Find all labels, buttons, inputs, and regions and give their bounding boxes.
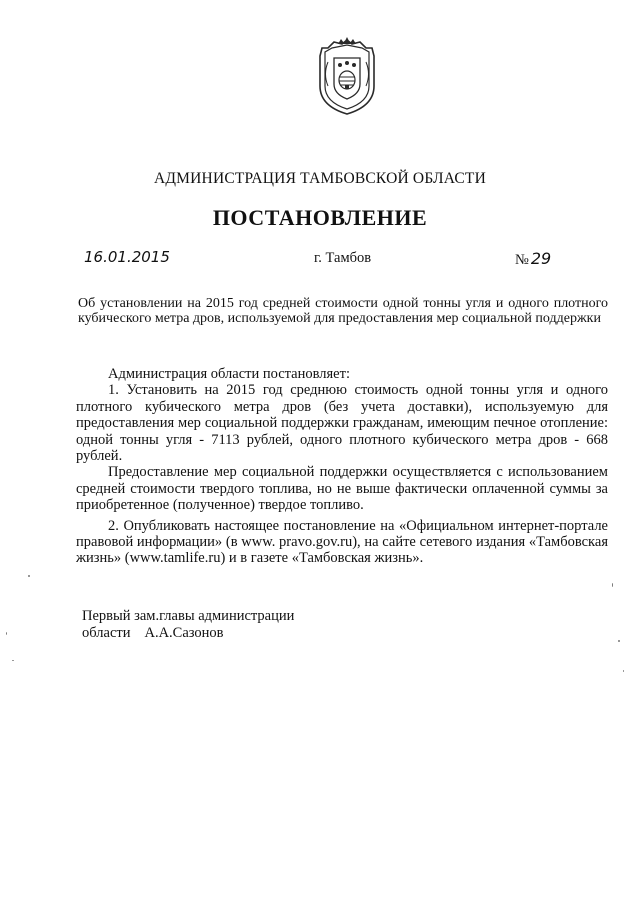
coat-of-arms-icon (316, 36, 378, 118)
intro-paragraph: Администрация области постановляет: (108, 366, 350, 382)
scan-speck (623, 670, 624, 672)
scan-speck (6, 632, 7, 635)
document-date: 16.01.2015 (84, 248, 170, 266)
document-body (76, 366, 608, 567)
item-1-note-paragraph: Предоставление мер социальной поддержки осуществляется с использованием средней стоимости твердого топлива, но не выше фактически оплаченной суммы за приобретенное (полученное) твердое топливо. (76, 464, 608, 514)
organization-title: АДМИНИСТРАЦИЯ ТАМБОВСКОЙ ОБЛАСТИ (154, 170, 486, 187)
number-value: 29 (530, 249, 552, 268)
document-city: г. Тамбов (314, 250, 372, 266)
number-label: № (515, 252, 529, 268)
signature-block (82, 608, 294, 642)
signatory-name: А.А.Сазонов (144, 625, 224, 641)
item-2-paragraph: 2. Опубликовать настоящее постановление на «Официальном интернет-портале правовой информации» (в www. pravo.gov.ru), на сайте сетевого издания «Тамбовская жизнь» (www.tamlife.ru) и в газете «Тамбовская жизнь». (76, 517, 608, 567)
signatory-line (82, 625, 294, 642)
scan-speck (12, 660, 14, 661)
scan-speck (618, 640, 620, 642)
scan-speck (28, 575, 30, 577)
signatory-position: Первый зам.главы администрации (82, 608, 295, 624)
item-1-paragraph: 1. Установить на 2015 год среднюю стоимость одной тонны угля и одного плотного кубического метра дров (без учета доставки), используемую для предоставления мер социальной поддержки гражданам, имеющим печное отопление: одной тонны угля - 7113 рублей, одного плотного кубического метра дров - 668 рублей. (76, 382, 608, 465)
scan-speck (612, 583, 613, 587)
document-type-title: ПОСТАНОВЛЕНИЕ (212, 205, 428, 230)
document-number (515, 249, 551, 269)
document-subject: Об установлении на 2015 год средней стоимости одной тонны угля и одного плотного кубического метра дров, используемой для предоставления мер социальной поддержки (78, 296, 608, 326)
signatory-position-cont: области (82, 625, 131, 641)
